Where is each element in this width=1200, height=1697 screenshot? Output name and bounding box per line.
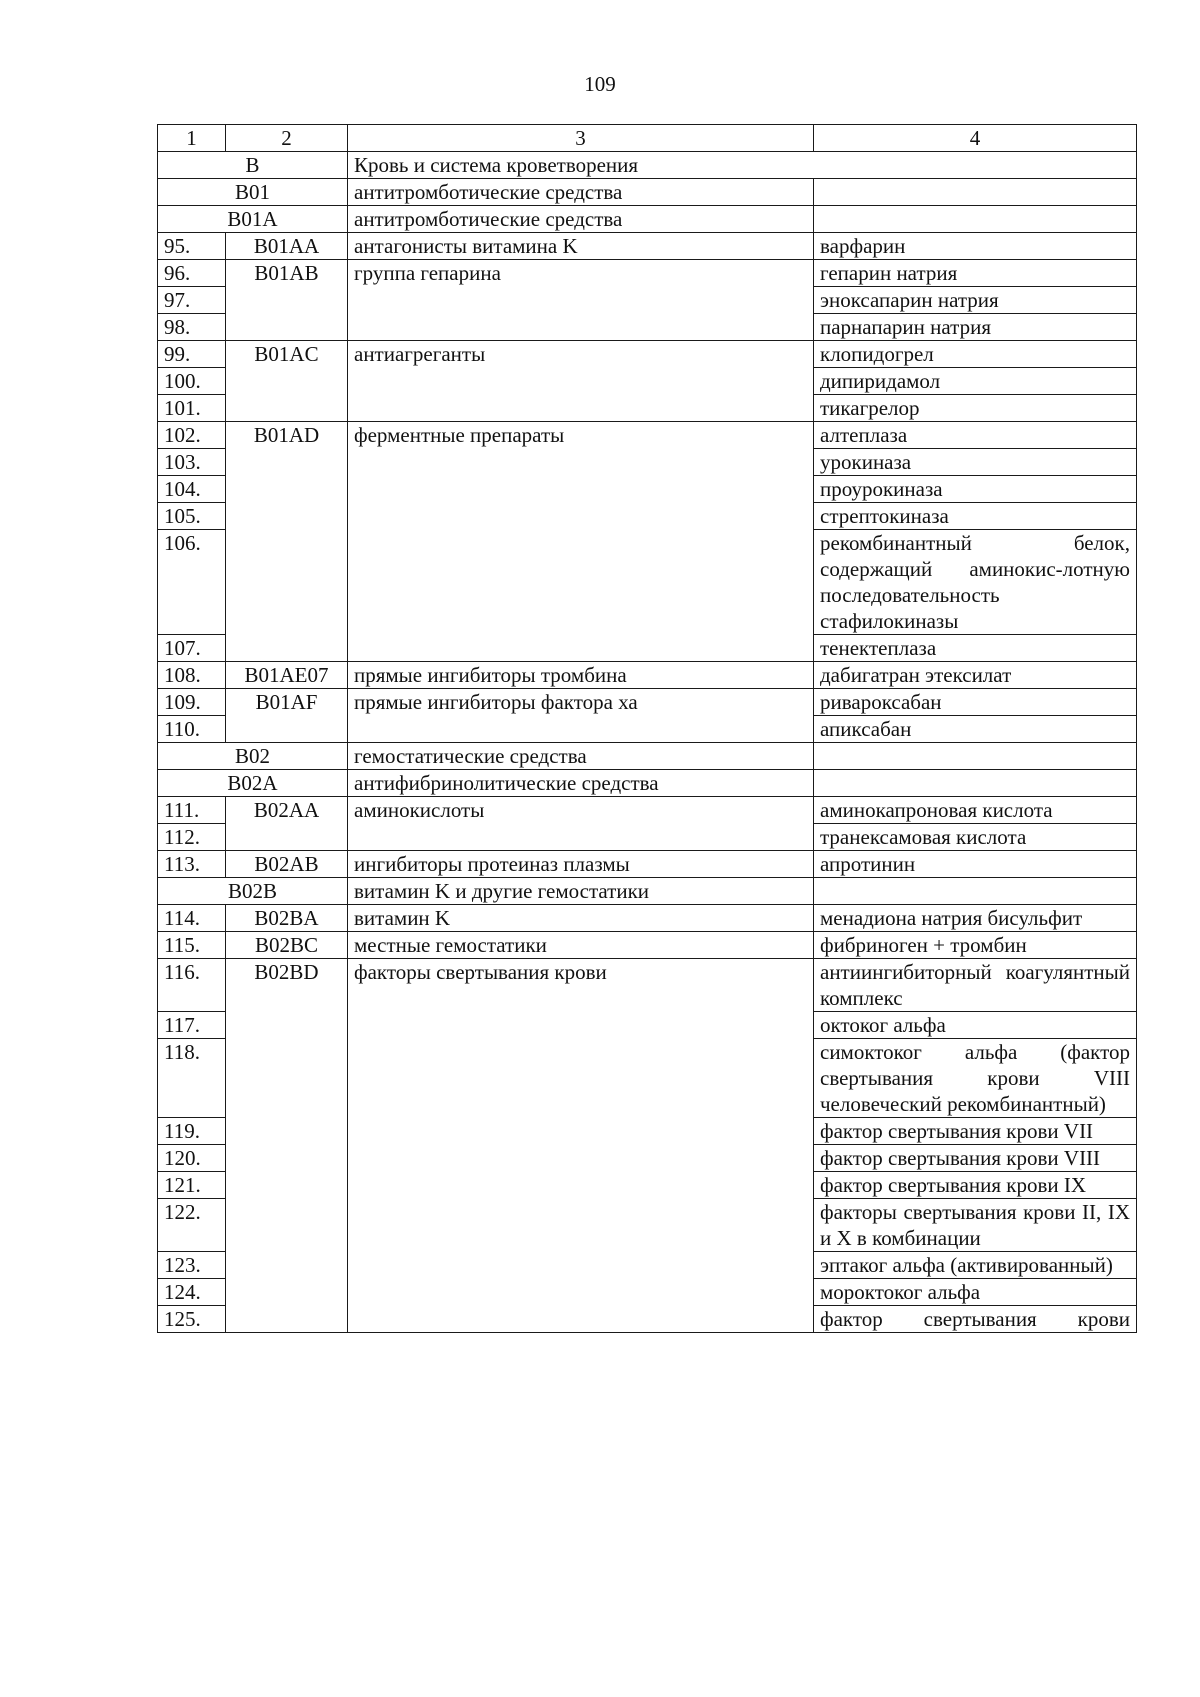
drug-name: менадиона натрия бисульфит	[814, 905, 1137, 932]
row-number: 121.	[158, 1172, 226, 1199]
empty-cell	[814, 743, 1137, 770]
drug-name: ривароксабан	[814, 689, 1137, 716]
table-row	[158, 905, 1137, 932]
drug-name: варфарин	[814, 233, 1137, 260]
table-row	[158, 797, 1137, 824]
table-row	[158, 959, 1137, 1012]
table-row	[158, 851, 1137, 878]
row-number: 123.	[158, 1252, 226, 1279]
drug-table	[157, 124, 1137, 1333]
page-number: 109	[584, 72, 616, 96]
table-row	[158, 422, 1137, 449]
drug-name: симоктоког альфа (фактор свертывания крови VIII человеческий рекомбинантный)	[814, 1039, 1137, 1118]
atc-code: B01AB	[226, 260, 348, 341]
row-number: 100.	[158, 368, 226, 395]
row-number: 107.	[158, 635, 226, 662]
group-code: B02	[158, 743, 348, 770]
drug-name: урокиназа	[814, 449, 1137, 476]
row-number: 120.	[158, 1145, 226, 1172]
pharm-group: антагонисты витамина K	[348, 233, 814, 260]
group-name: антитромботические средства	[348, 179, 814, 206]
drug-name: аминокапроновая кислота	[814, 797, 1137, 824]
column-header: 1	[158, 125, 226, 152]
empty-cell	[814, 770, 1137, 797]
atc-code: B02AB	[226, 851, 348, 878]
row-number: 119.	[158, 1118, 226, 1145]
pharm-group: витамин K	[348, 905, 814, 932]
row-number: 99.	[158, 341, 226, 368]
row-number: 124.	[158, 1279, 226, 1306]
group-row	[158, 770, 1137, 797]
drug-name: фактор свертывания крови IX	[814, 1172, 1137, 1199]
drug-name: антиингибиторный коагулянтный комплекс	[814, 959, 1137, 1012]
atc-code: B01AA	[226, 233, 348, 260]
atc-code: B02AA	[226, 797, 348, 851]
drug-name: апиксабан	[814, 716, 1137, 743]
drug-name: алтеплаза	[814, 422, 1137, 449]
row-number: 115.	[158, 932, 226, 959]
table-row	[158, 233, 1137, 260]
row-number: 117.	[158, 1012, 226, 1039]
atc-code: B02BD	[226, 959, 348, 1333]
group-code: B02A	[158, 770, 348, 797]
drug-name: дабигатран этексилат	[814, 662, 1137, 689]
atc-code: B02BC	[226, 932, 348, 959]
drug-name: парнапарин натрия	[814, 314, 1137, 341]
drug-name: фактор свертывания крови VIII	[814, 1145, 1137, 1172]
atc-code: B01AC	[226, 341, 348, 422]
empty-cell	[814, 206, 1137, 233]
row-number: 125.	[158, 1306, 226, 1333]
drug-name: клопидогрел	[814, 341, 1137, 368]
pharm-group: группа гепарина	[348, 260, 814, 341]
atc-code: B02BA	[226, 905, 348, 932]
drug-name: проурокиназа	[814, 476, 1137, 503]
group-row	[158, 206, 1137, 233]
pharm-group: ингибиторы протеиназ плазмы	[348, 851, 814, 878]
row-number: 104.	[158, 476, 226, 503]
drug-name: апротинин	[814, 851, 1137, 878]
atc-code: B01AF	[226, 689, 348, 743]
row-number: 96.	[158, 260, 226, 287]
column-header: 3	[348, 125, 814, 152]
row-number: 114.	[158, 905, 226, 932]
row-number: 110.	[158, 716, 226, 743]
drug-name: тенектеплаза	[814, 635, 1137, 662]
drug-name: стрептокиназа	[814, 503, 1137, 530]
group-name: Кровь и система кроветворения	[348, 152, 1137, 179]
drug-name: эптаког альфа (активированный)	[814, 1252, 1137, 1279]
group-code: B01A	[158, 206, 348, 233]
table-row	[158, 662, 1137, 689]
row-number: 98.	[158, 314, 226, 341]
drug-name: октоког альфа	[814, 1012, 1137, 1039]
group-row	[158, 743, 1137, 770]
group-code: B02B	[158, 878, 348, 905]
row-number: 102.	[158, 422, 226, 449]
table-row	[158, 689, 1137, 716]
atc-code: B01AD	[226, 422, 348, 662]
row-number: 122.	[158, 1199, 226, 1252]
group-name: антитромботические средства	[348, 206, 814, 233]
empty-cell	[814, 179, 1137, 206]
pharm-group: аминокислоты	[348, 797, 814, 851]
group-row	[158, 152, 1137, 179]
row-number: 101.	[158, 395, 226, 422]
atc-code: B01AE07	[226, 662, 348, 689]
pharm-group: антиагреганты	[348, 341, 814, 422]
group-name: антифибринолитические средства	[348, 770, 814, 797]
pharm-group: прямые ингибиторы фактора ха	[348, 689, 814, 743]
row-number: 109.	[158, 689, 226, 716]
row-number: 111.	[158, 797, 226, 824]
row-number: 113.	[158, 851, 226, 878]
pharm-group: ферментные препараты	[348, 422, 814, 662]
table-row	[158, 932, 1137, 959]
drug-name: тикагрелор	[814, 395, 1137, 422]
column-header: 4	[814, 125, 1137, 152]
drug-name: гепарин натрия	[814, 260, 1137, 287]
pharm-group: местные гемостатики	[348, 932, 814, 959]
group-row	[158, 878, 1137, 905]
row-number: 97.	[158, 287, 226, 314]
drug-name: мороктоког альфа	[814, 1279, 1137, 1306]
drug-name: транексамовая кислота	[814, 824, 1137, 851]
row-number: 112.	[158, 824, 226, 851]
drug-name: фактор свертывания крови	[814, 1306, 1137, 1333]
row-number: 116.	[158, 959, 226, 1012]
drug-name: эноксапарин натрия	[814, 287, 1137, 314]
row-number: 95.	[158, 233, 226, 260]
drug-name: фактор свертывания крови VII	[814, 1118, 1137, 1145]
pharm-group: факторы свертывания крови	[348, 959, 814, 1333]
group-code: B	[158, 152, 348, 179]
drug-name: рекомбинантный белок, содержащий аминокис-лотную последовательность стафилокиназы	[814, 530, 1137, 635]
table-header-row	[158, 125, 1137, 152]
table-row	[158, 260, 1137, 287]
drug-name: факторы свертывания крови II, IX и X в комбинации	[814, 1199, 1137, 1252]
drug-name: дипиридамол	[814, 368, 1137, 395]
group-name: гемостатические средства	[348, 743, 814, 770]
column-header: 2	[226, 125, 348, 152]
group-code: B01	[158, 179, 348, 206]
row-number: 105.	[158, 503, 226, 530]
empty-cell	[814, 878, 1137, 905]
table-row	[158, 341, 1137, 368]
group-name: витамин K и другие гемостатики	[348, 878, 814, 905]
drug-name: фибриноген + тромбин	[814, 932, 1137, 959]
group-row	[158, 179, 1137, 206]
row-number: 103.	[158, 449, 226, 476]
row-number: 108.	[158, 662, 226, 689]
pharm-group: прямые ингибиторы тромбина	[348, 662, 814, 689]
row-number: 106.	[158, 530, 226, 635]
row-number: 118.	[158, 1039, 226, 1118]
